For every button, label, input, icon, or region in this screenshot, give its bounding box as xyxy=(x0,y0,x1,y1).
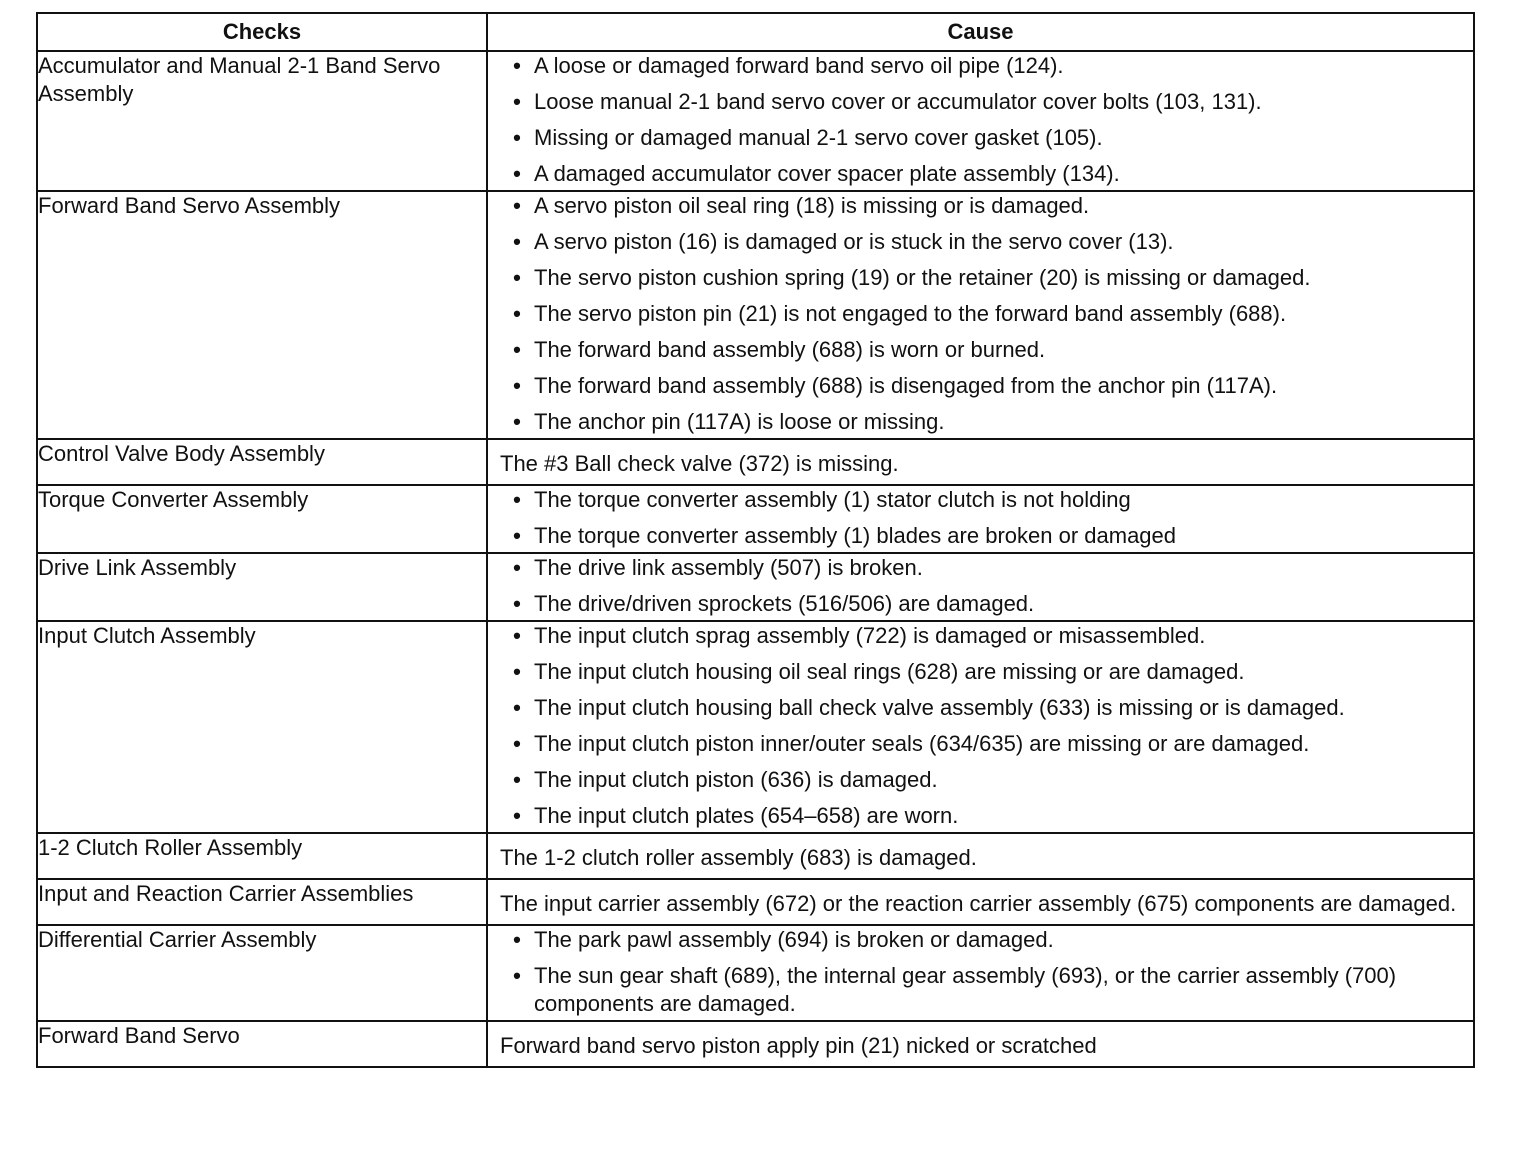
cause-cell: Forward band servo piston apply pin (21) nicked or scratched xyxy=(487,1021,1474,1067)
table-row xyxy=(37,191,1474,439)
bullet-icon: • xyxy=(513,125,521,150)
bullet-icon: • xyxy=(513,193,521,218)
cause-cell: The input carrier assembly (672) or the reaction carrier assembly (675) components are damaged. xyxy=(487,879,1474,925)
check-cell: Differential Carrier Assembly xyxy=(37,925,487,1021)
table-row xyxy=(37,553,1474,621)
cause-text: The drive/driven sprockets (516/506) are damaged. xyxy=(534,591,1035,616)
cause-list-item xyxy=(488,124,1473,152)
cause-list-item xyxy=(488,766,1473,794)
cause-cell xyxy=(487,925,1474,1021)
table-row xyxy=(37,925,1474,1021)
table-row xyxy=(37,485,1474,553)
check-cell: Drive Link Assembly xyxy=(37,553,487,621)
cause-cell: The #3 Ball check valve (372) is missing. xyxy=(487,439,1474,485)
cause-list xyxy=(488,52,1473,188)
bullet-icon: • xyxy=(513,927,521,952)
check-cell: Torque Converter Assembly xyxy=(37,485,487,553)
table-row xyxy=(37,879,1474,925)
bullet-icon: • xyxy=(513,373,521,398)
table-row xyxy=(37,833,1474,879)
bullet-icon: • xyxy=(513,301,521,326)
cause-list-item xyxy=(488,802,1473,830)
cause-list xyxy=(488,926,1473,1018)
check-cell: Forward Band Servo Assembly xyxy=(37,191,487,439)
table-row xyxy=(37,621,1474,833)
bullet-icon: • xyxy=(513,487,521,512)
cause-text: The input clutch piston (636) is damaged. xyxy=(534,767,938,792)
bullet-icon: • xyxy=(513,695,521,720)
table-row xyxy=(37,51,1474,191)
cause-list-item xyxy=(488,336,1473,364)
cause-text: A damaged accumulator cover spacer plate assembly (134). xyxy=(534,161,1120,186)
table-row xyxy=(37,439,1474,485)
cause-cell xyxy=(487,485,1474,553)
cause-text: The input clutch sprag assembly (722) is damaged or misassembled. xyxy=(534,623,1206,648)
cause-text: The forward band assembly (688) is worn or burned. xyxy=(534,337,1046,362)
cause-text: The sun gear shaft (689), the internal gear assembly (693), or the carrier assembly (700) components are damaged. xyxy=(534,963,1397,1016)
cause-list-item xyxy=(488,622,1473,650)
bullet-icon: • xyxy=(513,963,521,988)
check-cell: Input Clutch Assembly xyxy=(37,621,487,833)
cause-list-item xyxy=(488,228,1473,256)
cause-list-item xyxy=(488,52,1473,80)
cause-list-item xyxy=(488,372,1473,400)
bullet-icon: • xyxy=(513,523,521,548)
cause-text: The torque converter assembly (1) stator clutch is not holding xyxy=(534,487,1131,512)
bullet-icon: • xyxy=(513,337,521,362)
bullet-icon: • xyxy=(513,659,521,684)
cause-text: The anchor pin (117A) is loose or missing. xyxy=(534,409,945,434)
cause-list xyxy=(488,622,1473,830)
cause-text: Loose manual 2-1 band servo cover or accumulator cover bolts (103, 131). xyxy=(534,89,1262,114)
cause-cell xyxy=(487,621,1474,833)
cause-list-item xyxy=(488,694,1473,722)
cause-list-item xyxy=(488,590,1473,618)
check-cell: Input and Reaction Carrier Assemblies xyxy=(37,879,487,925)
cause-list-item xyxy=(488,264,1473,292)
cause-list xyxy=(488,486,1473,550)
cause-text: The servo piston pin (21) is not engaged to the forward band assembly (688). xyxy=(534,301,1287,326)
cause-list-item xyxy=(488,192,1473,220)
cause-list xyxy=(488,192,1473,436)
cause-list xyxy=(488,554,1473,618)
cause-cell xyxy=(487,191,1474,439)
cause-text: The input clutch plates (654–658) are worn. xyxy=(534,803,959,828)
diagnosis-table xyxy=(36,12,1475,1068)
cause-list-item xyxy=(488,554,1473,582)
check-cell: Accumulator and Manual 2-1 Band Servo Assembly xyxy=(37,51,487,191)
cause-list-item xyxy=(488,730,1473,758)
cause-list-item xyxy=(488,522,1473,550)
cause-list-item xyxy=(488,408,1473,436)
bullet-icon: • xyxy=(513,555,521,580)
bullet-icon: • xyxy=(513,265,521,290)
cause-text: A servo piston oil seal ring (18) is missing or is damaged. xyxy=(534,193,1090,218)
check-cell: Forward Band Servo xyxy=(37,1021,487,1067)
cause-text: The input clutch housing ball check valve assembly (633) is missing or is damaged. xyxy=(534,695,1345,720)
bullet-icon: • xyxy=(513,409,521,434)
cause-text: The forward band assembly (688) is disengaged from the anchor pin (117A). xyxy=(534,373,1278,398)
bullet-icon: • xyxy=(513,767,521,792)
cause-list-item xyxy=(488,88,1473,116)
cause-list-item xyxy=(488,486,1473,514)
header-row xyxy=(37,13,1474,51)
bullet-icon: • xyxy=(513,161,521,186)
cause-list-item xyxy=(488,658,1473,686)
cause-text: The drive link assembly (507) is broken. xyxy=(534,555,923,580)
cause-text: The torque converter assembly (1) blades are broken or damaged xyxy=(534,523,1177,548)
header-cause: Cause xyxy=(487,13,1474,51)
bullet-icon: • xyxy=(513,229,521,254)
cause-cell xyxy=(487,553,1474,621)
cause-text: A loose or damaged forward band servo oil pipe (124). xyxy=(534,53,1064,78)
cause-text: The input clutch housing oil seal rings (628) are missing or are damaged. xyxy=(534,659,1245,684)
table-row xyxy=(37,1021,1474,1067)
bullet-icon: • xyxy=(513,89,521,114)
bullet-icon: • xyxy=(513,53,521,78)
cause-text: The input clutch piston inner/outer seals (634/635) are missing or are damaged. xyxy=(534,731,1310,756)
cause-text: Missing or damaged manual 2-1 servo cover gasket (105). xyxy=(534,125,1103,150)
bullet-icon: • xyxy=(513,591,521,616)
cause-list-item xyxy=(488,300,1473,328)
cause-cell xyxy=(487,51,1474,191)
cause-list-item xyxy=(488,962,1473,1018)
table-body xyxy=(37,51,1474,1067)
cause-text: The servo piston cushion spring (19) or the retainer (20) is missing or damaged. xyxy=(534,265,1311,290)
bullet-icon: • xyxy=(513,623,521,648)
cause-list-item xyxy=(488,926,1473,954)
cause-list-item xyxy=(488,160,1473,188)
cause-text: The park pawl assembly (694) is broken or damaged. xyxy=(534,927,1054,952)
bullet-icon: • xyxy=(513,731,521,756)
cause-text: A servo piston (16) is damaged or is stuck in the servo cover (13). xyxy=(534,229,1174,254)
check-cell: 1-2 Clutch Roller Assembly xyxy=(37,833,487,879)
bullet-icon: • xyxy=(513,803,521,828)
header-checks: Checks xyxy=(37,13,487,51)
check-cell: Control Valve Body Assembly xyxy=(37,439,487,485)
cause-cell: The 1-2 clutch roller assembly (683) is damaged. xyxy=(487,833,1474,879)
